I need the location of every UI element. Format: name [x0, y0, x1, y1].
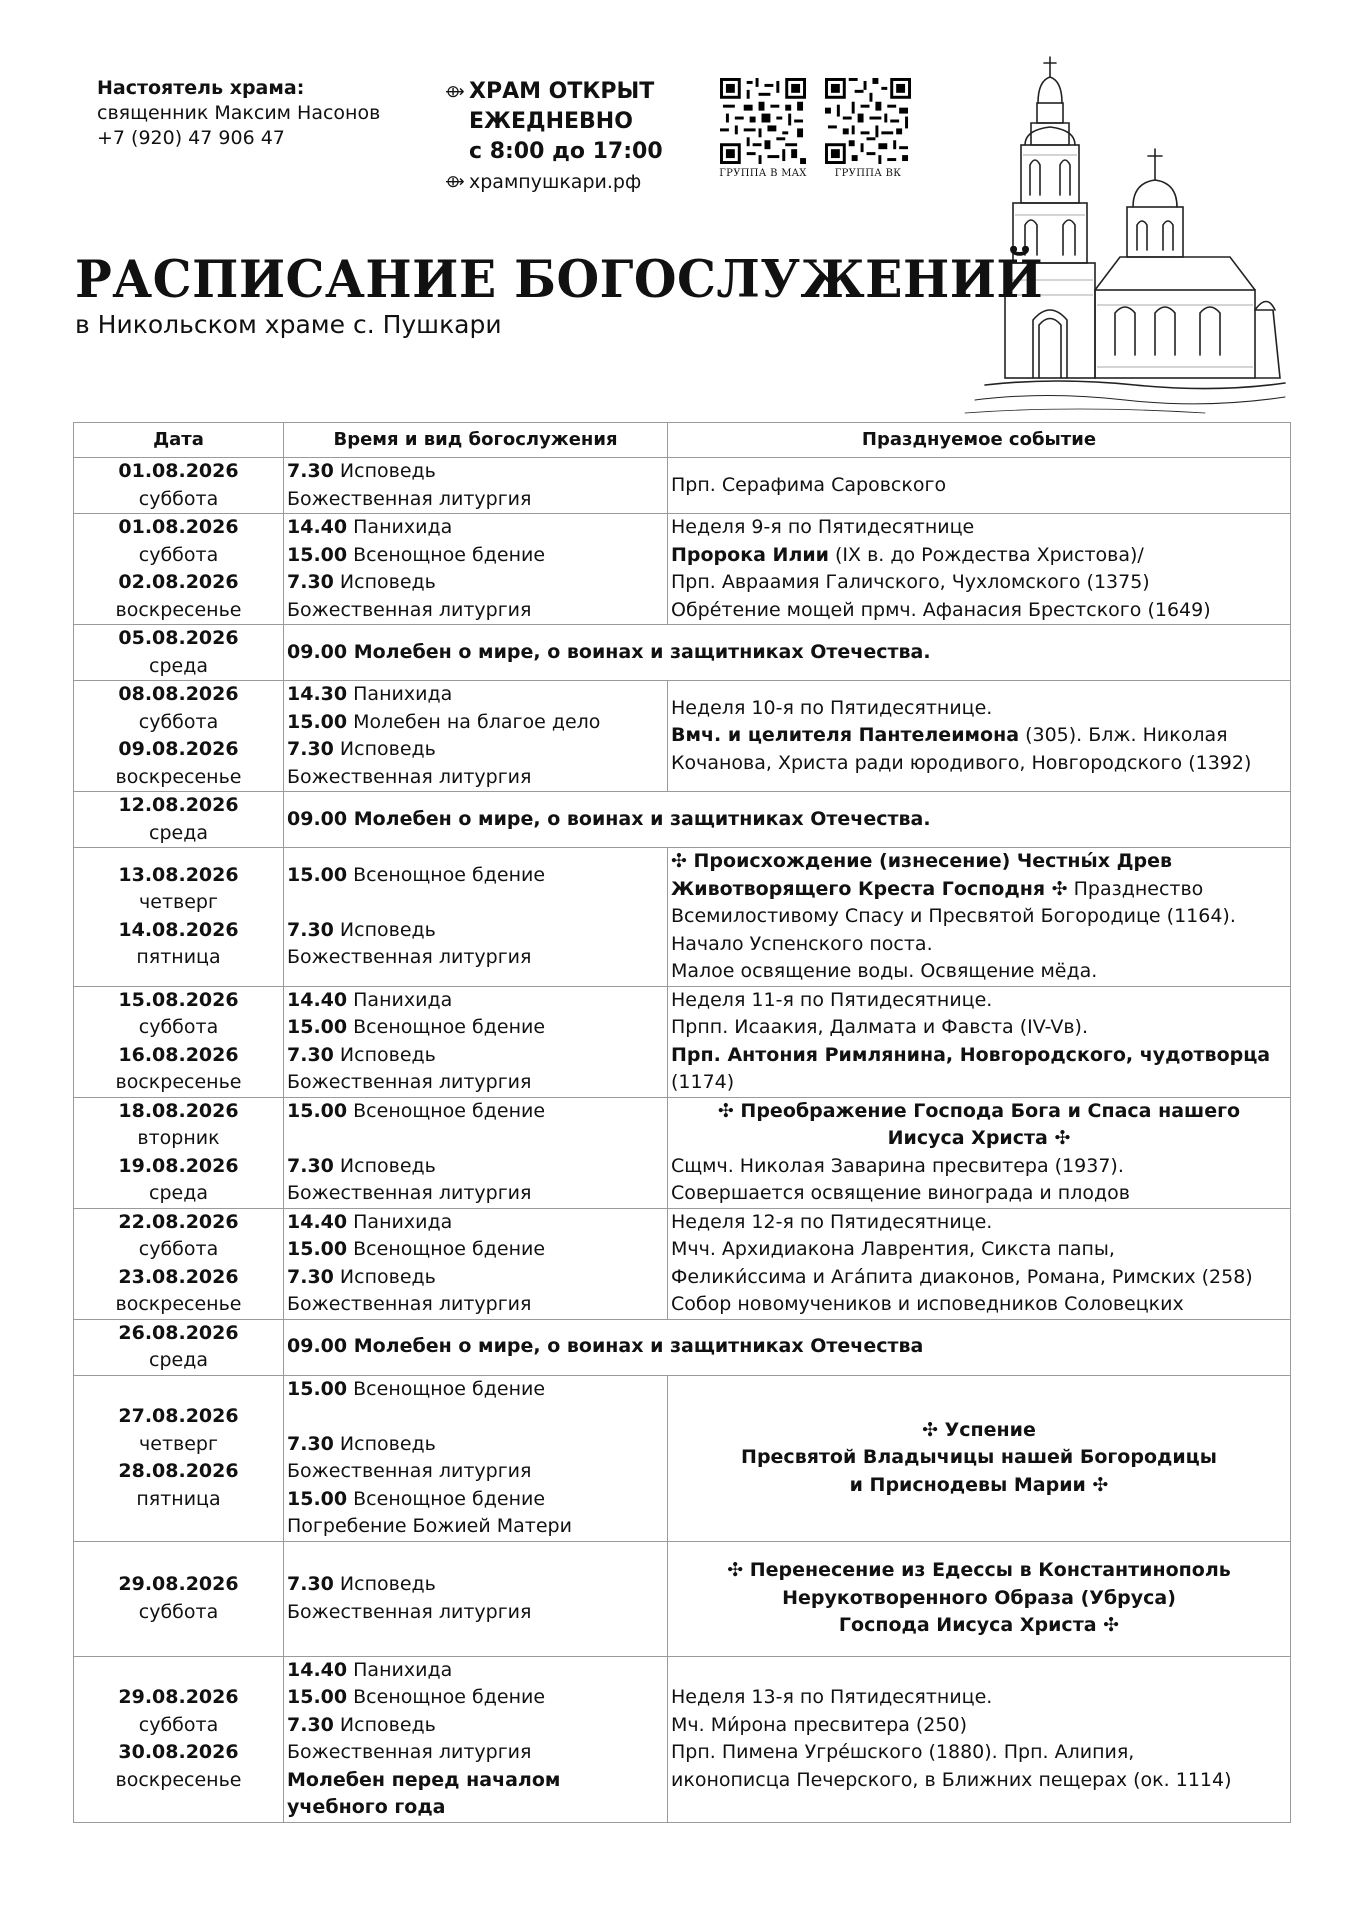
- date-cell: [74, 625, 284, 681]
- date-cell: [74, 458, 284, 514]
- event-text: Неделя 12-я по Пятидесятнице.: [671, 1210, 993, 1233]
- event-text: (305). Блж. Николая: [1019, 724, 1228, 747]
- qr-code-max[interactable]: [719, 78, 807, 179]
- service-time: 15.00: [287, 863, 348, 886]
- service-name: Панихида: [347, 683, 453, 705]
- service-name: Исповедь: [333, 1432, 436, 1455]
- service-time: 7.30: [287, 918, 334, 941]
- weekday: суббота: [138, 710, 219, 733]
- date: 18.08.2026: [118, 1099, 239, 1122]
- col-date-header: Дата: [74, 423, 284, 458]
- rector-info: [97, 76, 380, 151]
- event-text: Празднество: [1067, 877, 1204, 900]
- qr-label-vk: ГРУППА ВК: [834, 168, 902, 179]
- event-text: Неделя 13-я по Пятидесятнице.: [671, 1686, 993, 1708]
- service-name: Панихида: [347, 1210, 453, 1233]
- service-time: 14.30: [287, 683, 348, 705]
- date-cell: [74, 1375, 284, 1541]
- rector-phone: +7 (920) 47 906 47: [97, 127, 285, 149]
- event-text-bold: и Приснодевы Марии ✣: [849, 1473, 1109, 1496]
- weekday: суббота: [138, 1713, 219, 1736]
- service-name: Всенощное бдение: [347, 1487, 546, 1510]
- service-name: Всенощное бдение: [347, 1238, 546, 1260]
- service-event-cell: 09.00 Молебен о мире, о воинах и защитниках Отечества.: [284, 625, 1291, 681]
- event-cell: [668, 1375, 1291, 1541]
- date: 29.08.2026: [118, 1573, 239, 1595]
- event-text-bold: ✣ Успение: [922, 1418, 1036, 1441]
- event-text-bold: Прп. Антония Римлянина, Новгородского, чудотворца: [671, 1043, 1271, 1066]
- event-text-bold: Иисуса Христа ✣: [887, 1127, 1071, 1149]
- service-time: 7.30: [287, 1573, 334, 1595]
- service-time: 15.00: [287, 710, 348, 733]
- service-name: Исповедь: [333, 1043, 436, 1066]
- service-cell: [284, 681, 668, 792]
- weekday: суббота: [138, 487, 219, 510]
- service-time: 15.00: [287, 1238, 348, 1260]
- col-event-header: Празднуемое событие: [668, 423, 1291, 458]
- event-text-bold: Нерукотворенного Образа (Убруса): [782, 1586, 1176, 1609]
- service-cell: [284, 1541, 668, 1656]
- service-name: Панихида: [347, 516, 453, 538]
- service-event-cell: 09.00 Молебен о мире, о воинах и защитниках Отечества.: [284, 792, 1291, 848]
- date: 09.08.2026: [118, 738, 239, 760]
- service-time: 7.30: [287, 571, 334, 593]
- event-text-bold: Животворящего Креста Господня ✣: [671, 877, 1068, 900]
- service-name-bold: Молебен перед началом: [287, 1768, 561, 1791]
- service-time: 7.30: [287, 738, 334, 760]
- service-cell: [284, 514, 668, 625]
- event-text: (1174): [671, 1071, 735, 1093]
- event-text: Прпп. Исаакия, Далмата и Фавста (IV-Vв).: [671, 1016, 1088, 1038]
- opening-hours: [445, 77, 663, 197]
- weekday: четверг: [139, 891, 218, 914]
- event-text: Неделя 9-я по Пятидесятнице: [671, 516, 975, 538]
- event-text-bold: Господа Иисуса Христа ✣: [838, 1614, 1120, 1637]
- service-time: 7.30: [287, 1432, 334, 1455]
- date-cell: [74, 1208, 284, 1319]
- service-name: Божественная литургия: [287, 765, 532, 788]
- service-cell: [284, 1656, 668, 1822]
- event-text: Прп. Серафима Саровского: [671, 473, 947, 496]
- date-cell: [74, 848, 284, 987]
- event-text-bold: ✣ Преображение Господа Бога и Спаса нашего: [717, 1099, 1241, 1122]
- event-cell: [668, 681, 1291, 792]
- service-name: Божественная литургия: [287, 1293, 532, 1315]
- event-cell: [668, 848, 1291, 987]
- date-cell: [74, 1541, 284, 1656]
- date: 15.08.2026: [118, 988, 239, 1011]
- event-text: Всемилостивому Спасу и Пресвятой Богородице (1164).: [671, 905, 1236, 927]
- page-title: РАСПИСАНИЕ БОГОСЛУЖЕНИЙ: [75, 250, 1044, 310]
- weekday: среда: [149, 1182, 208, 1204]
- date: 26.08.2026: [118, 1321, 239, 1344]
- service-name: Исповедь: [333, 1154, 436, 1177]
- date-cell: [74, 681, 284, 792]
- service-name: Всенощное бдение: [347, 1377, 546, 1400]
- weekday: воскресенье: [115, 1293, 242, 1315]
- event-cell: [668, 514, 1291, 625]
- page-subtitle: в Никольском храме с. Пушкари: [75, 310, 502, 339]
- service-time: 15.00: [287, 1487, 348, 1510]
- service-name: Панихида: [347, 988, 453, 1011]
- service-event-cell: 09.00 Молебен о мире, о воинах и защитниках Отечества: [284, 1319, 1291, 1375]
- event-cell: [668, 1097, 1291, 1208]
- date-cell: [74, 1656, 284, 1822]
- event-text: Обре́тение мощей прмч. Афанасия Брестского (1649): [671, 598, 1211, 621]
- schedule-table: [73, 422, 1291, 1823]
- church-sketch-image: [955, 55, 1290, 420]
- open-line-2: ЕЖЕДНЕВНО: [469, 109, 633, 134]
- weekday: воскресенье: [115, 1768, 242, 1791]
- event-text-bold: Пресвятой Владычицы нашей Богородицы: [741, 1446, 1217, 1469]
- service-cell: [284, 458, 668, 514]
- event-text: Совершается освящение винограда и плодов: [671, 1182, 1130, 1204]
- service-time: 14.40: [287, 1210, 348, 1233]
- service-name: Божественная литургия: [287, 946, 532, 969]
- date: 19.08.2026: [118, 1154, 239, 1177]
- service-name: Всенощное бдение: [347, 1099, 546, 1122]
- date-cell: [74, 1097, 284, 1208]
- date: 05.08.2026: [118, 627, 239, 649]
- col-service-header: Время и вид богослужения: [284, 423, 668, 458]
- qr-code-icon: [720, 78, 806, 164]
- table-row: [74, 1097, 1291, 1208]
- service-name: Всенощное бдение: [347, 1016, 546, 1038]
- rector-title: Настоятель храма:: [97, 77, 305, 99]
- event-text: Мч. Ми́рона пресвитера (250): [671, 1713, 967, 1736]
- date: 29.08.2026: [118, 1686, 239, 1708]
- service-time: 15.00: [287, 1099, 348, 1122]
- service-name: Божественная литургия: [287, 1071, 532, 1093]
- event-text: Прп. Пимена Угре́шского (1880). Прп. Алипия,: [671, 1741, 1135, 1763]
- event-text: Неделя 10-я по Пятидесятнице.: [671, 696, 993, 719]
- service-time: 7.30: [287, 1154, 334, 1177]
- event-text: Собор новомучеников и исповедников Соловецких: [671, 1293, 1184, 1315]
- event-text: Начало Успенского поста.: [671, 932, 933, 955]
- rector-name: священник Максим Насонов: [97, 102, 381, 124]
- date: 13.08.2026: [118, 863, 239, 886]
- date-cell: [74, 514, 284, 625]
- service-name: Исповедь: [333, 1713, 436, 1736]
- service-time: 14.40: [287, 1658, 348, 1681]
- service-time: 15.00: [287, 1686, 348, 1708]
- weekday: суббота: [138, 543, 219, 566]
- date: 08.08.2026: [118, 683, 239, 705]
- service-time: 7.30: [287, 1043, 334, 1066]
- table-row: [74, 1375, 1291, 1541]
- event-text: Кочанова, Христа ради юродивого, Новгородского (1392): [671, 751, 1252, 774]
- date: 12.08.2026: [118, 794, 239, 816]
- service-name: Божественная литургия: [287, 598, 532, 621]
- date: 27.08.2026: [118, 1405, 239, 1427]
- event-text: Прп. Авраамия Галичского, Чухломского (1375): [671, 571, 1150, 593]
- table-row: [74, 1541, 1291, 1656]
- service-name: Божественная литургия: [287, 1182, 532, 1204]
- event-text: иконописца Печерского, в Ближних пещерах (ок. 1114): [671, 1768, 1232, 1791]
- service-name-bold: учебного года: [287, 1796, 446, 1818]
- service-name: Панихида: [347, 1658, 453, 1681]
- service-time: 7.30: [287, 460, 334, 482]
- event-cell: [668, 1656, 1291, 1822]
- service-cell: [284, 1208, 668, 1319]
- weekday: воскресенье: [115, 598, 242, 621]
- qr-code-vk[interactable]: [824, 78, 912, 179]
- weekday: среда: [149, 821, 208, 844]
- service-time: 15.00: [287, 1016, 348, 1038]
- event-text-bold: ✣ Перенесение из Едессы в Константинополь: [727, 1559, 1231, 1582]
- date: 16.08.2026: [118, 1043, 239, 1066]
- date-cell: [74, 986, 284, 1097]
- event-text: (IX в. до Рождества Христова)/: [828, 543, 1144, 566]
- date: 01.08.2026: [118, 516, 239, 538]
- date: 23.08.2026: [118, 1265, 239, 1288]
- service-name: Исповедь: [333, 1573, 436, 1595]
- qr-code-icon: [825, 78, 911, 164]
- event-cell: [668, 458, 1291, 514]
- weekday: среда: [149, 1349, 208, 1371]
- date: 14.08.2026: [118, 918, 239, 941]
- service-cell: [284, 1375, 668, 1541]
- event-text-bold: Пророка Илии: [671, 543, 829, 566]
- weekday: суббота: [138, 1016, 219, 1038]
- table-row: [74, 1208, 1291, 1319]
- service-time: 15.00: [287, 543, 348, 566]
- open-line-1: ХРАМ ОТКРЫТ: [469, 79, 655, 104]
- service-name: Всенощное бдение: [347, 543, 546, 566]
- table-row: [74, 458, 1291, 514]
- event-text: Малое освящение воды. Освящение мёда.: [671, 960, 1098, 982]
- event-text: Неделя 11-я по Пятидесятнице.: [671, 988, 993, 1011]
- service-name: Исповедь: [333, 1265, 436, 1288]
- service-name: Всенощное бдение: [347, 1686, 546, 1708]
- service-name: Божественная литургия: [287, 1460, 532, 1482]
- event-text: Мчч. Архидиакона Лаврентия, Сикста папы,: [671, 1238, 1115, 1260]
- service-cell: [284, 1097, 668, 1208]
- weekday: воскресенье: [115, 1071, 242, 1093]
- table-row: [74, 1319, 1291, 1375]
- table-row: [74, 848, 1291, 987]
- date-cell: [74, 792, 284, 848]
- weekday: воскресенье: [115, 765, 242, 788]
- date: 22.08.2026: [118, 1210, 239, 1233]
- service-name: Исповедь: [333, 460, 436, 482]
- event-cell: [668, 1541, 1291, 1656]
- service-time: 7.30: [287, 1265, 334, 1288]
- date-cell: [74, 1319, 284, 1375]
- date: 28.08.2026: [118, 1460, 239, 1482]
- service-time: 14.40: [287, 516, 348, 538]
- service-name: Божественная литургия: [287, 1741, 532, 1763]
- service-name: Исповедь: [333, 738, 436, 760]
- event-cell: [668, 986, 1291, 1097]
- open-line-3: с 8:00 до 17:00: [469, 139, 663, 164]
- website-link[interactable]: хрампушкари.рф: [469, 171, 642, 193]
- event-text: Сщмч. Николая Заварина пресвитера (1937).: [671, 1154, 1124, 1177]
- event-cell: [668, 1208, 1291, 1319]
- service-name: Божественная литургия: [287, 1600, 532, 1623]
- event-text: Фелики́ссима и Ага́пита диаконов, Романа, Римских (258): [671, 1265, 1253, 1288]
- service-name: Всенощное бдение: [347, 863, 546, 886]
- service-time: 15.00: [287, 1377, 348, 1400]
- weekday: суббота: [138, 1238, 219, 1260]
- service-cell: [284, 986, 668, 1097]
- service-name: Божественная литургия: [287, 487, 532, 510]
- table-header-row: [74, 423, 1291, 458]
- service-name: Исповедь: [333, 571, 436, 593]
- qr-label-max: ГРУППА В MAX: [719, 168, 807, 179]
- table-row: [74, 1656, 1291, 1822]
- date: 02.08.2026: [118, 571, 239, 593]
- weekday: суббота: [138, 1600, 219, 1623]
- service-cell: [284, 848, 668, 987]
- service-name: Исповедь: [333, 918, 436, 941]
- weekday: вторник: [137, 1127, 220, 1149]
- table-row: [74, 986, 1291, 1097]
- service-time: 14.40: [287, 988, 348, 1011]
- date: 30.08.2026: [118, 1741, 239, 1763]
- link-arrow-icon: ⟴: [445, 82, 465, 102]
- date: 01.08.2026: [118, 460, 239, 482]
- weekday: пятница: [136, 946, 221, 969]
- service-time: 7.30: [287, 1713, 334, 1736]
- weekday: пятница: [136, 1487, 221, 1510]
- weekday: среда: [149, 654, 208, 677]
- table-row: [74, 792, 1291, 848]
- table-row: [74, 625, 1291, 681]
- event-text-bold: Вмч. и целителя Пантелеимона: [671, 724, 1020, 747]
- service-name: Погребение Божией Матери: [287, 1515, 572, 1537]
- link-arrow-icon: ⟴: [445, 172, 465, 192]
- event-text-bold: ✣ Происхождение (изнесение) Честны́х Древ: [671, 850, 1173, 872]
- weekday: четверг: [139, 1432, 218, 1455]
- table-row: [74, 681, 1291, 792]
- service-name: Молебен на благое дело: [347, 710, 601, 733]
- table-row: [74, 514, 1291, 625]
